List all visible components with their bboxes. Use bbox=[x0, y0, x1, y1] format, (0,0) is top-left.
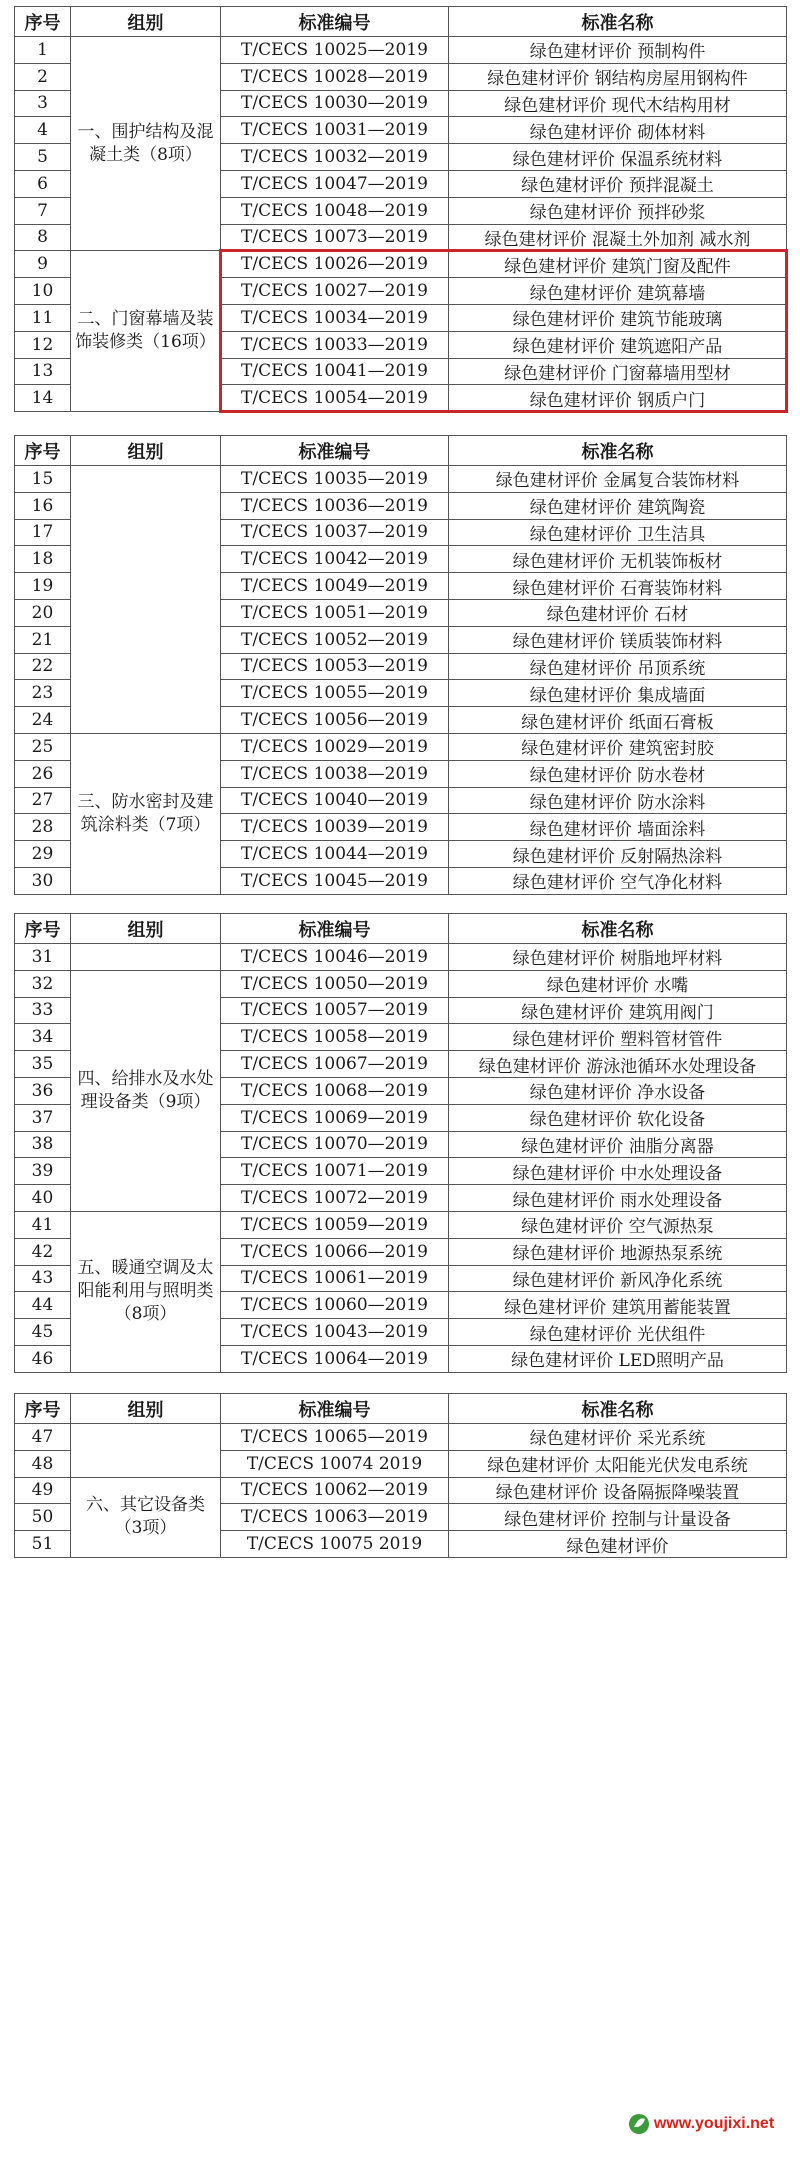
standard-code: T/CECS 10066—2019 bbox=[221, 1238, 449, 1265]
standard-code: T/CECS 10050—2019 bbox=[221, 970, 449, 997]
col-header-index: 序号 bbox=[15, 436, 71, 466]
standard-code: T/CECS 10037—2019 bbox=[221, 519, 449, 546]
standard-code: T/CECS 10025—2019 bbox=[221, 37, 449, 64]
row-index: 41 bbox=[15, 1211, 71, 1238]
leaf-logo-icon bbox=[628, 2113, 650, 2135]
row-index: 24 bbox=[15, 707, 71, 734]
standard-name: 绿色建材评价 建筑密封胶 bbox=[449, 733, 787, 760]
row-index: 44 bbox=[15, 1292, 71, 1319]
group-name bbox=[71, 1424, 221, 1478]
standard-code: T/CECS 10061—2019 bbox=[221, 1265, 449, 1292]
standard-code: T/CECS 10064—2019 bbox=[221, 1345, 449, 1372]
col-header-code: 标准编号 bbox=[221, 914, 449, 944]
standard-code: T/CECS 10058—2019 bbox=[221, 1024, 449, 1051]
row-index: 36 bbox=[15, 1077, 71, 1104]
standard-name: 绿色建材评价 建筑门窗及配件 bbox=[449, 251, 787, 278]
row-index: 28 bbox=[15, 814, 71, 841]
standard-name: 绿色建材评价 预拌混凝土 bbox=[449, 170, 787, 197]
standard-code: T/CECS 10027—2019 bbox=[221, 278, 449, 305]
row-index: 49 bbox=[15, 1477, 71, 1504]
col-header-code: 标准编号 bbox=[221, 436, 449, 466]
row-index: 40 bbox=[15, 1185, 71, 1212]
standard-code: T/CECS 10045—2019 bbox=[221, 867, 449, 894]
row-index: 43 bbox=[15, 1265, 71, 1292]
standard-name: 绿色建材评价 空气源热泵 bbox=[449, 1211, 787, 1238]
standard-code: T/CECS 10073—2019 bbox=[221, 224, 449, 251]
header-row bbox=[15, 436, 787, 466]
standard-code: T/CECS 10043—2019 bbox=[221, 1319, 449, 1346]
table-row bbox=[15, 466, 787, 493]
standard-code: T/CECS 10047—2019 bbox=[221, 170, 449, 197]
row-index: 14 bbox=[15, 385, 71, 412]
col-header-group: 组别 bbox=[71, 436, 221, 466]
standard-code: T/CECS 10068—2019 bbox=[221, 1077, 449, 1104]
standard-code: T/CECS 10069—2019 bbox=[221, 1104, 449, 1131]
table-row bbox=[15, 1211, 787, 1238]
row-index: 37 bbox=[15, 1104, 71, 1131]
row-index: 3 bbox=[15, 90, 71, 117]
standard-code: T/CECS 10055—2019 bbox=[221, 680, 449, 707]
standard-code: T/CECS 10071—2019 bbox=[221, 1158, 449, 1185]
standard-name: 绿色建材评价 钢结构房屋用钢构件 bbox=[449, 63, 787, 90]
standard-name: 绿色建材评价 建筑陶瓷 bbox=[449, 492, 787, 519]
standard-code: T/CECS 10060—2019 bbox=[221, 1292, 449, 1319]
table-row bbox=[15, 251, 787, 278]
standard-code: T/CECS 10044—2019 bbox=[221, 841, 449, 868]
table-row bbox=[15, 970, 787, 997]
standard-code: T/CECS 10062—2019 bbox=[221, 1477, 449, 1504]
standard-name: 绿色建材评价 油脂分离器 bbox=[449, 1131, 787, 1158]
standard-code: T/CECS 10040—2019 bbox=[221, 787, 449, 814]
row-index: 42 bbox=[15, 1238, 71, 1265]
row-index: 8 bbox=[15, 224, 71, 251]
standard-code: T/CECS 10063—2019 bbox=[221, 1504, 449, 1531]
standard-name: 绿色建材评价 集成墙面 bbox=[449, 680, 787, 707]
row-index: 22 bbox=[15, 653, 71, 680]
standards-table-3 bbox=[14, 913, 787, 1373]
row-index: 35 bbox=[15, 1051, 71, 1078]
row-index: 17 bbox=[15, 519, 71, 546]
standard-code: T/CECS 10070—2019 bbox=[221, 1131, 449, 1158]
table-row bbox=[15, 733, 787, 760]
standard-code: T/CECS 10048—2019 bbox=[221, 197, 449, 224]
standard-code: T/CECS 10051—2019 bbox=[221, 599, 449, 626]
standard-name: 绿色建材评价 建筑用阀门 bbox=[449, 997, 787, 1024]
col-header-index: 序号 bbox=[15, 1394, 71, 1424]
col-header-name: 标准名称 bbox=[449, 7, 787, 37]
col-header-name: 标准名称 bbox=[449, 914, 787, 944]
row-index: 20 bbox=[15, 599, 71, 626]
standard-code: T/CECS 10026—2019 bbox=[221, 251, 449, 278]
site-watermark bbox=[626, 2105, 776, 2143]
row-index: 18 bbox=[15, 546, 71, 573]
standard-name: 绿色建材评价 建筑遮阳产品 bbox=[449, 331, 787, 358]
standard-name: 绿色建材评价 设备隔振降噪装置 bbox=[449, 1477, 787, 1504]
col-header-group: 组别 bbox=[71, 914, 221, 944]
row-index: 13 bbox=[15, 358, 71, 385]
row-index: 29 bbox=[15, 841, 71, 868]
col-header-name: 标准名称 bbox=[449, 1394, 787, 1424]
standard-code: T/CECS 10028—2019 bbox=[221, 63, 449, 90]
standard-name: 绿色建材评价 保温系统材料 bbox=[449, 144, 787, 171]
standard-name: 绿色建材评价 预制构件 bbox=[449, 37, 787, 64]
standard-name: 绿色建材评价 卫生洁具 bbox=[449, 519, 787, 546]
row-index: 5 bbox=[15, 144, 71, 171]
standard-name: 绿色建材评价 bbox=[449, 1531, 787, 1558]
standard-name: 绿色建材评价 空气净化材料 bbox=[449, 867, 787, 894]
row-index: 6 bbox=[15, 170, 71, 197]
row-index: 23 bbox=[15, 680, 71, 707]
standard-name: 绿色建材评价 采光系统 bbox=[449, 1424, 787, 1451]
row-index: 1 bbox=[15, 37, 71, 64]
standard-name: 绿色建材评价 吊顶系统 bbox=[449, 653, 787, 680]
standard-code: T/CECS 10056—2019 bbox=[221, 707, 449, 734]
row-index: 9 bbox=[15, 251, 71, 278]
group-name: 三、防水密封及建筑涂料类（7项） bbox=[71, 733, 221, 894]
standard-name: 绿色建材评价 门窗幕墙用型材 bbox=[449, 358, 787, 385]
standard-name: 绿色建材评价 游泳池循环水处理设备 bbox=[449, 1051, 787, 1078]
row-index: 34 bbox=[15, 1024, 71, 1051]
row-index: 45 bbox=[15, 1319, 71, 1346]
standard-name: 绿色建材评价 软化设备 bbox=[449, 1104, 787, 1131]
row-index: 39 bbox=[15, 1158, 71, 1185]
standard-name: 绿色建材评价 LED照明产品 bbox=[449, 1345, 787, 1372]
standard-code: T/CECS 10072—2019 bbox=[221, 1185, 449, 1212]
row-index: 15 bbox=[15, 466, 71, 493]
group-name bbox=[71, 466, 221, 734]
group-name: 二、门窗幕墙及装饰装修类（16项） bbox=[71, 251, 221, 412]
standard-name: 绿色建材评价 防水卷材 bbox=[449, 760, 787, 787]
row-index: 48 bbox=[15, 1450, 71, 1477]
standard-name: 绿色建材评价 防水涂料 bbox=[449, 787, 787, 814]
table-row bbox=[15, 944, 787, 971]
row-index: 16 bbox=[15, 492, 71, 519]
standard-name: 绿色建材评价 现代木结构用材 bbox=[449, 90, 787, 117]
table-row bbox=[15, 1424, 787, 1451]
standard-name: 绿色建材评价 预拌砂浆 bbox=[449, 197, 787, 224]
group-name bbox=[71, 944, 221, 971]
standard-name: 绿色建材评价 反射隔热涂料 bbox=[449, 841, 787, 868]
standard-name: 绿色建材评价 金属复合装饰材料 bbox=[449, 466, 787, 493]
col-header-group: 组别 bbox=[71, 1394, 221, 1424]
standard-name: 绿色建材评价 建筑幕墙 bbox=[449, 278, 787, 305]
standard-name: 绿色建材评价 地源热泵系统 bbox=[449, 1238, 787, 1265]
header-row bbox=[15, 7, 787, 37]
standard-code: T/CECS 10075 2019 bbox=[221, 1531, 449, 1558]
row-index: 51 bbox=[15, 1531, 71, 1558]
standard-name: 绿色建材评价 控制与计量设备 bbox=[449, 1504, 787, 1531]
standard-code: T/CECS 10030—2019 bbox=[221, 90, 449, 117]
standard-name: 绿色建材评价 塑料管材管件 bbox=[449, 1024, 787, 1051]
col-header-group: 组别 bbox=[71, 7, 221, 37]
row-index: 31 bbox=[15, 944, 71, 971]
table-row bbox=[15, 1477, 787, 1504]
standards-table-2 bbox=[14, 435, 787, 895]
standard-code: T/CECS 10065—2019 bbox=[221, 1424, 449, 1451]
standard-name: 绿色建材评价 水嘴 bbox=[449, 970, 787, 997]
row-index: 47 bbox=[15, 1424, 71, 1451]
watermark-text: www.youjixi.net bbox=[653, 2115, 775, 2132]
header-row bbox=[15, 914, 787, 944]
standard-name: 绿色建材评价 净水设备 bbox=[449, 1077, 787, 1104]
standard-name: 绿色建材评价 太阳能光伏发电系统 bbox=[449, 1450, 787, 1477]
col-header-code: 标准编号 bbox=[221, 1394, 449, 1424]
group-name: 一、围护结构及混凝土类（8项） bbox=[71, 37, 221, 251]
standard-code: T/CECS 10034—2019 bbox=[221, 304, 449, 331]
standard-name: 绿色建材评价 石膏装饰材料 bbox=[449, 573, 787, 600]
standard-code: T/CECS 10036—2019 bbox=[221, 492, 449, 519]
row-index: 46 bbox=[15, 1345, 71, 1372]
standard-code: T/CECS 10059—2019 bbox=[221, 1211, 449, 1238]
row-index: 32 bbox=[15, 970, 71, 997]
row-index: 33 bbox=[15, 997, 71, 1024]
standard-code: T/CECS 10067—2019 bbox=[221, 1051, 449, 1078]
standard-code: T/CECS 10039—2019 bbox=[221, 814, 449, 841]
row-index: 12 bbox=[15, 331, 71, 358]
row-index: 10 bbox=[15, 278, 71, 305]
standard-code: T/CECS 10074 2019 bbox=[221, 1450, 449, 1477]
col-header-name: 标准名称 bbox=[449, 436, 787, 466]
standard-name: 绿色建材评价 墙面涂料 bbox=[449, 814, 787, 841]
row-index: 21 bbox=[15, 626, 71, 653]
standard-code: T/CECS 10057—2019 bbox=[221, 997, 449, 1024]
table-row bbox=[15, 37, 787, 64]
row-index: 19 bbox=[15, 573, 71, 600]
standard-code: T/CECS 10029—2019 bbox=[221, 733, 449, 760]
standard-code: T/CECS 10041—2019 bbox=[221, 358, 449, 385]
standard-name: 绿色建材评价 中水处理设备 bbox=[449, 1158, 787, 1185]
standard-code: T/CECS 10033—2019 bbox=[221, 331, 449, 358]
group-name: 四、给排水及水处理设备类（9项） bbox=[71, 970, 221, 1211]
standard-name: 绿色建材评价 光伏组件 bbox=[449, 1319, 787, 1346]
group-name: 六、其它设备类（3项） bbox=[71, 1477, 221, 1557]
standard-code: T/CECS 10031—2019 bbox=[221, 117, 449, 144]
row-index: 2 bbox=[15, 63, 71, 90]
row-index: 50 bbox=[15, 1504, 71, 1531]
standards-table-1 bbox=[14, 6, 787, 412]
standard-code: T/CECS 10053—2019 bbox=[221, 653, 449, 680]
standard-code: T/CECS 10054—2019 bbox=[221, 385, 449, 412]
standard-name: 绿色建材评价 建筑用蓄能装置 bbox=[449, 1292, 787, 1319]
standard-name: 绿色建材评价 钢质户门 bbox=[449, 385, 787, 412]
standard-name: 绿色建材评价 新风净化系统 bbox=[449, 1265, 787, 1292]
standard-code: T/CECS 10038—2019 bbox=[221, 760, 449, 787]
row-index: 38 bbox=[15, 1131, 71, 1158]
standard-name: 绿色建材评价 石材 bbox=[449, 599, 787, 626]
col-header-index: 序号 bbox=[15, 914, 71, 944]
row-index: 7 bbox=[15, 197, 71, 224]
standard-name: 绿色建材评价 镁质装饰材料 bbox=[449, 626, 787, 653]
row-index: 27 bbox=[15, 787, 71, 814]
standard-name: 绿色建材评价 砌体材料 bbox=[449, 117, 787, 144]
standard-name: 绿色建材评价 混凝土外加剂 减水剂 bbox=[449, 224, 787, 251]
group-name: 五、暖通空调及太阳能利用与照明类（8项） bbox=[71, 1211, 221, 1372]
standard-code: T/CECS 10042—2019 bbox=[221, 546, 449, 573]
row-index: 26 bbox=[15, 760, 71, 787]
row-index: 30 bbox=[15, 867, 71, 894]
standard-code: T/CECS 10035—2019 bbox=[221, 466, 449, 493]
row-index: 11 bbox=[15, 304, 71, 331]
standard-code: T/CECS 10032—2019 bbox=[221, 144, 449, 171]
row-index: 4 bbox=[15, 117, 71, 144]
standard-code: T/CECS 10052—2019 bbox=[221, 626, 449, 653]
standard-code: T/CECS 10046—2019 bbox=[221, 944, 449, 971]
standard-code: T/CECS 10049—2019 bbox=[221, 573, 449, 600]
standard-name: 绿色建材评价 无机装饰板材 bbox=[449, 546, 787, 573]
standards-table-4 bbox=[14, 1393, 787, 1558]
standard-name: 绿色建材评价 雨水处理设备 bbox=[449, 1185, 787, 1212]
col-header-code: 标准编号 bbox=[221, 7, 449, 37]
header-row bbox=[15, 1394, 787, 1424]
col-header-index: 序号 bbox=[15, 7, 71, 37]
standard-name: 绿色建材评价 纸面石膏板 bbox=[449, 707, 787, 734]
standard-name: 绿色建材评价 建筑节能玻璃 bbox=[449, 304, 787, 331]
standard-name: 绿色建材评价 树脂地坪材料 bbox=[449, 944, 787, 971]
row-index: 25 bbox=[15, 733, 71, 760]
